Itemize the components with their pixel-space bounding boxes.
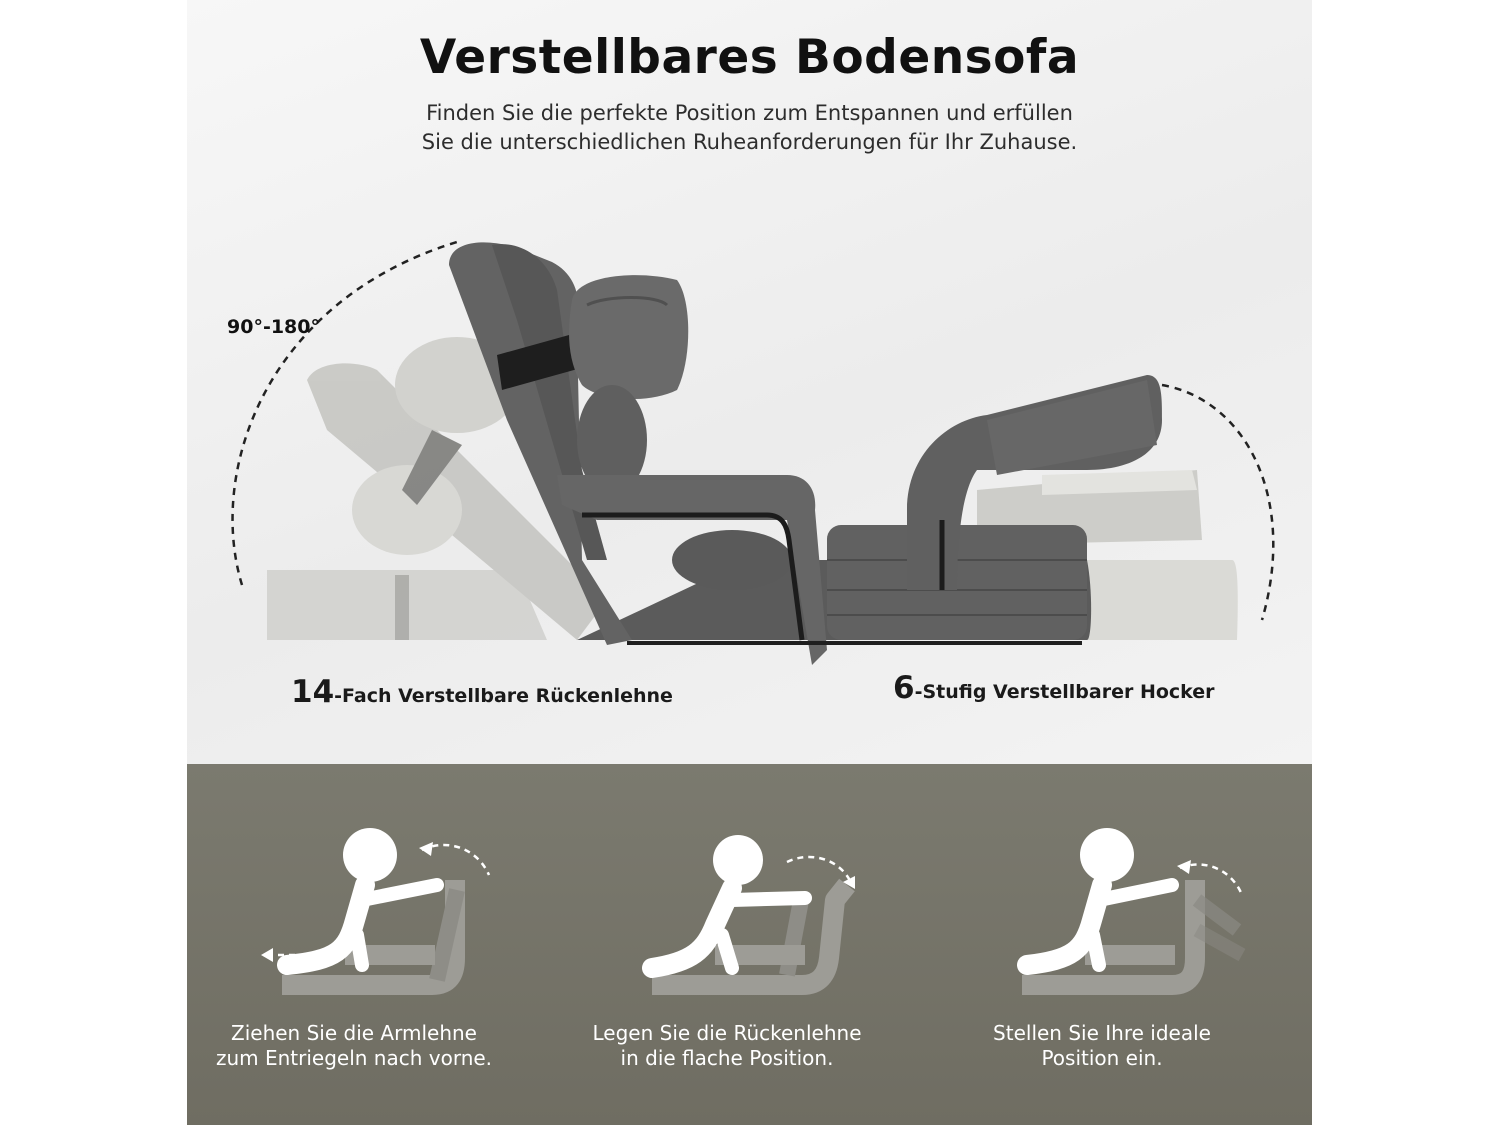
- step-1-caption-line-2: zum Entriegeln nach vorne.: [215, 1046, 493, 1070]
- product-infographic: [187, 0, 1312, 1125]
- ottoman-positions-number: 6: [893, 670, 915, 706]
- step-1-caption-line-1: Ziehen Sie die Armlehne: [231, 1021, 477, 1045]
- angle-range-label: 90°-180°: [227, 316, 320, 338]
- step-3-caption-line-1: Stellen Sie Ihre ideale: [993, 1021, 1211, 1045]
- step-2-caption-line-2: in die flache Position.: [620, 1046, 834, 1070]
- subtitle-line-1: Finden Sie die perfekte Position zum Entspannen und erfüllen: [426, 101, 1073, 125]
- step-1-pictogram: [261, 828, 489, 985]
- step-1-caption: [187, 1021, 524, 1071]
- ottoman-feature-text: -Stufig Verstellbarer Hocker: [914, 681, 1215, 703]
- step-3-caption: [932, 1021, 1272, 1071]
- step-2-caption-line-1: Legen Sie die Rückenlehne: [592, 1021, 862, 1045]
- backrest-positions-number: 14: [291, 674, 335, 710]
- step-2-pictogram: [652, 835, 855, 985]
- subtitle-line-2: Sie die unterschiedlichen Ruheanforderungen für Ihr Zuhause.: [421, 130, 1078, 154]
- step-3-caption-line-2: Position ein.: [1041, 1046, 1163, 1070]
- step-2-caption: [557, 1021, 897, 1071]
- backrest-feature-text: -Fach Verstellbare Rückenlehne: [334, 685, 673, 707]
- step-3-pictogram: [1022, 828, 1242, 985]
- page-title: Verstellbares Bodensofa: [419, 30, 1080, 85]
- step-pictograms: [187, 0, 1312, 1125]
